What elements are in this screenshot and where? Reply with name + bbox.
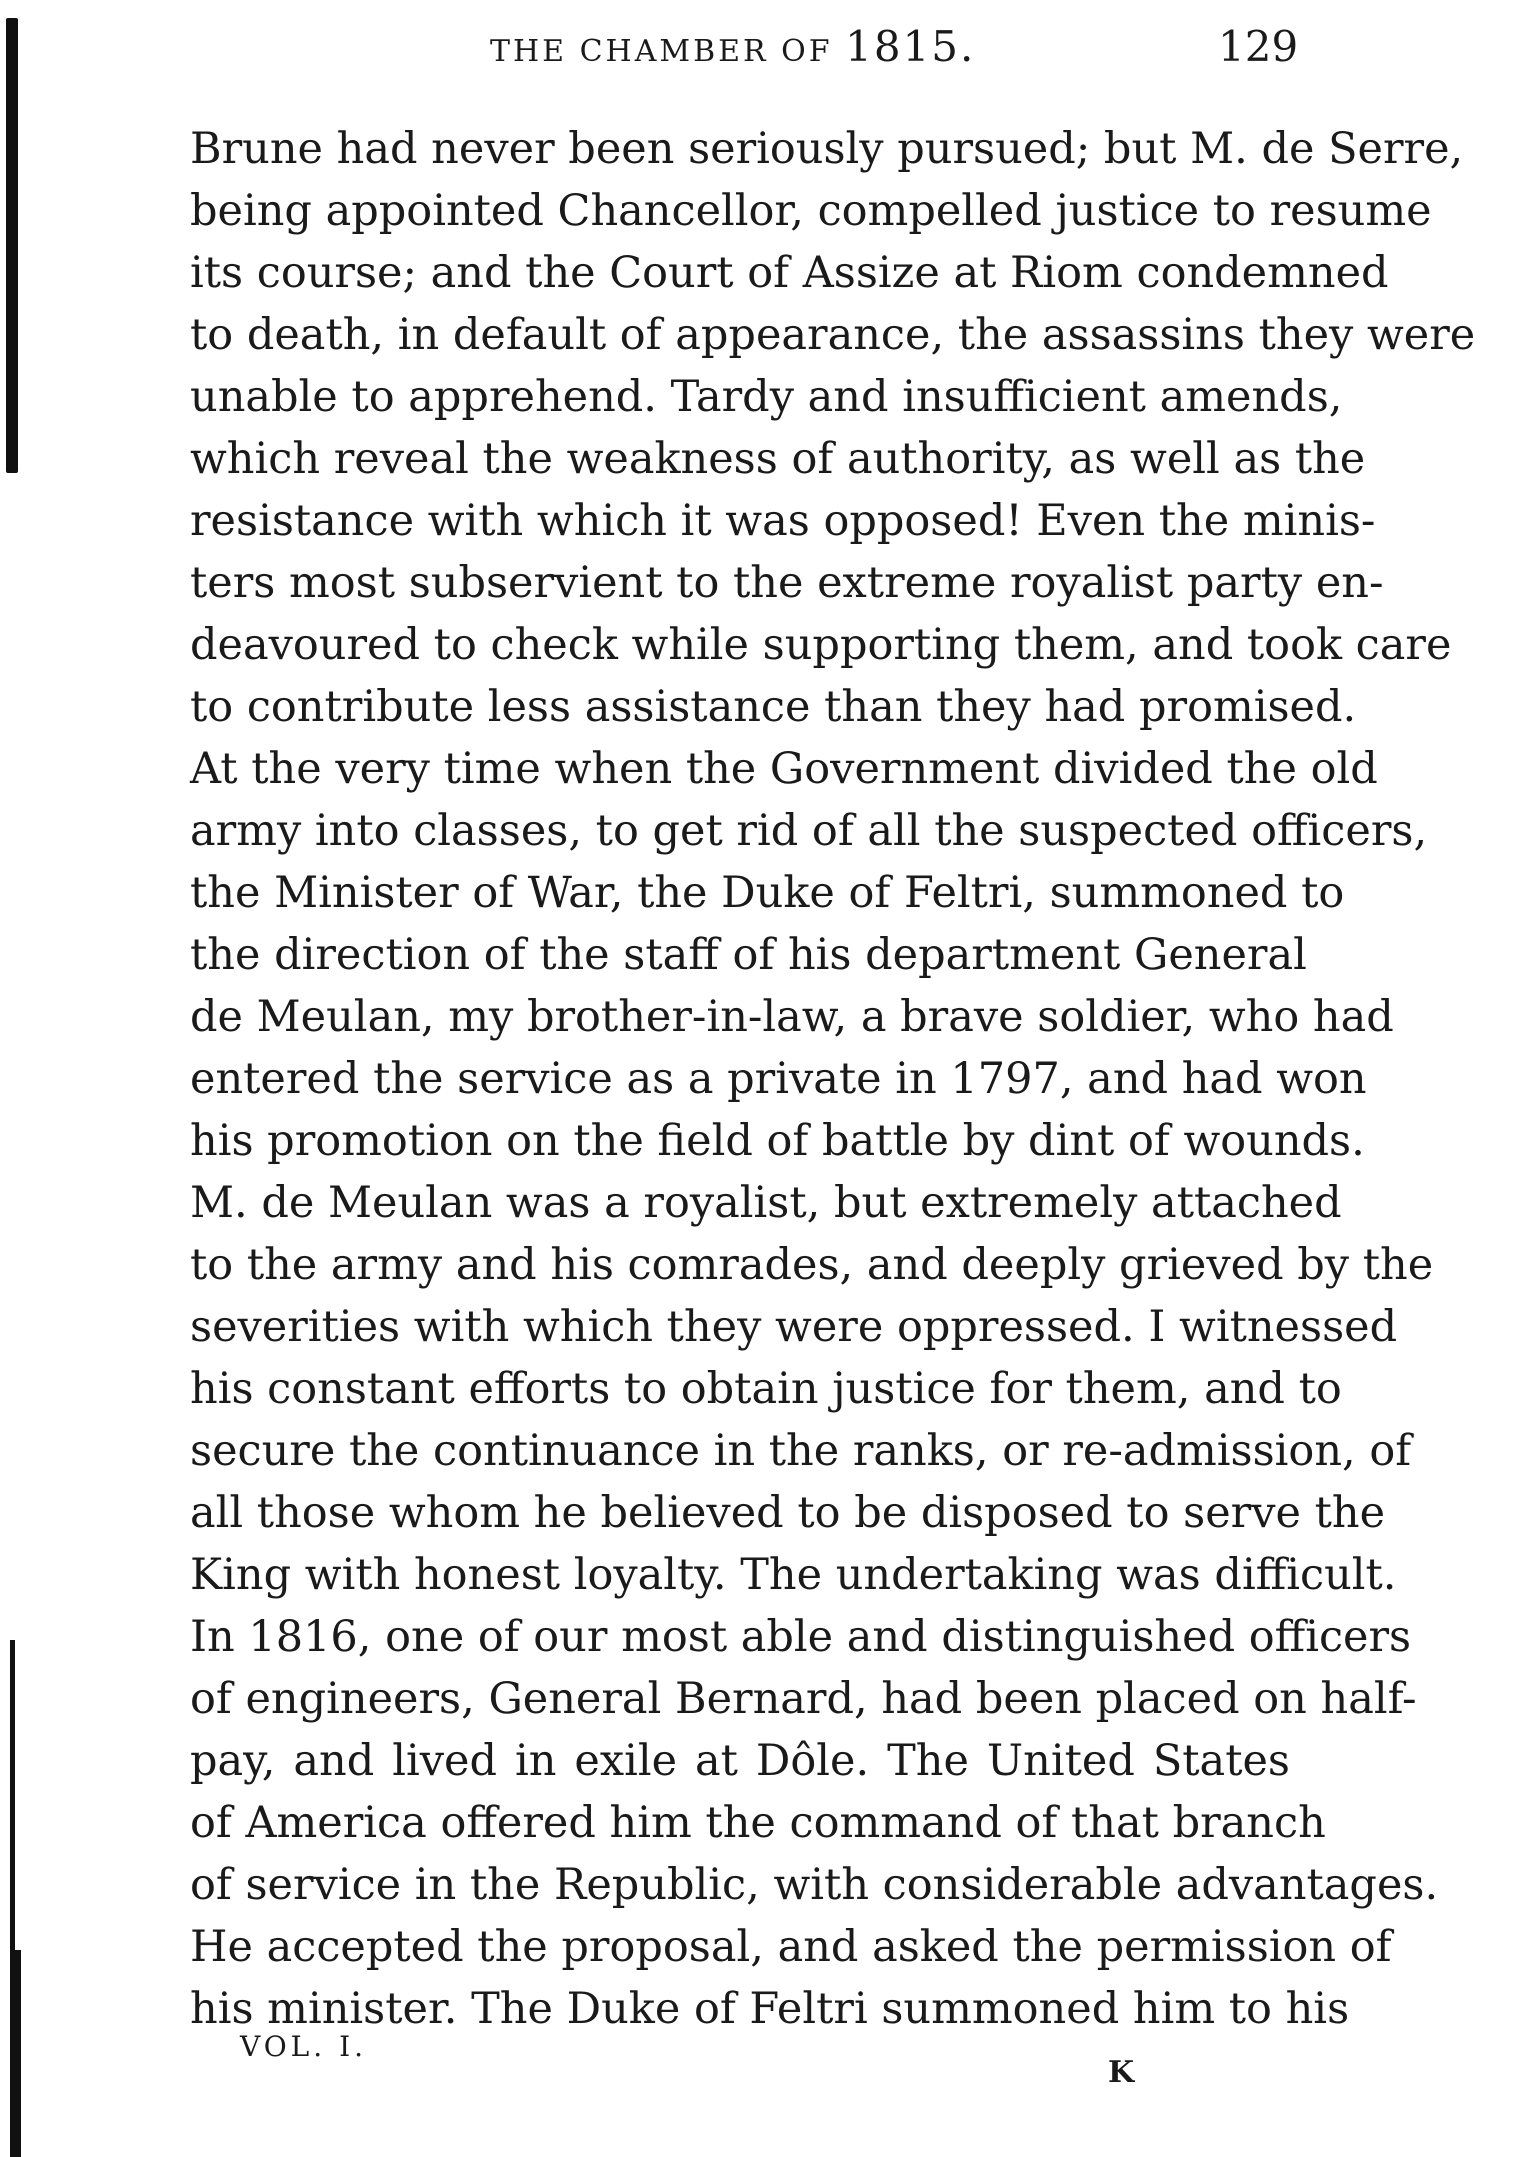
text-line: He accepted the proposal, and asked the permission of bbox=[190, 1922, 1392, 1972]
signature-mark: K bbox=[1108, 2055, 1135, 2090]
running-year: 1815. bbox=[845, 22, 976, 71]
text-line: all those whom he believed to be disposed to serve the bbox=[190, 1488, 1386, 1538]
text-line: of service in the Republic, with considerable advantages. bbox=[190, 1860, 1439, 1910]
text-line: deavoured to check while supporting them, and took care bbox=[190, 620, 1452, 670]
text-line: his minister. The Duke of Feltri summoned him to his bbox=[190, 1984, 1350, 2034]
text-line: of engineers, General Bernard, had been placed on half- bbox=[190, 1674, 1417, 1724]
text-line: Brune had never been seriously pursued; but M. de Serre, bbox=[190, 124, 1464, 174]
text-line: secure the continuance in the ranks, or re-admission, of bbox=[190, 1426, 1412, 1476]
text-line: unable to apprehend. Tardy and insufficient amends, bbox=[190, 372, 1343, 422]
text-line: his promotion on the field of battle by dint of wounds. bbox=[190, 1116, 1365, 1166]
text-line: M. de Meulan was a royalist, but extremely attached bbox=[190, 1178, 1342, 1228]
text-line: resistance with which it was opposed! Even the minis- bbox=[190, 496, 1376, 546]
page-edge-shadow-bottom-thick bbox=[12, 1950, 21, 2157]
text-line: to contribute less assistance than they had promised. bbox=[190, 682, 1357, 732]
text-line: In 1816, one of our most able and distinguished officers bbox=[190, 1612, 1412, 1662]
running-head bbox=[490, 22, 975, 71]
text-line: to death, in default of appearance, the assassins they were bbox=[190, 310, 1476, 360]
text-line: army into classes, to get rid of all the suspected officers, bbox=[190, 806, 1428, 856]
running-title: THE CHAMBER OF bbox=[490, 34, 833, 69]
text-line: to the army and his comrades, and deeply grieved by the bbox=[190, 1240, 1434, 1290]
volume-label: VOL. I. bbox=[240, 2030, 368, 2063]
text-line: its course; and the Court of Assize at Riom condemned bbox=[190, 248, 1389, 298]
body-text bbox=[190, 118, 1476, 2040]
page-number: 129 bbox=[1218, 22, 1299, 71]
text-line: the direction of the staff of his department General bbox=[190, 930, 1307, 980]
text-line: the Minister of War, the Duke of Feltri, summoned to bbox=[190, 868, 1345, 918]
text-line: de Meulan, my brother-in-law, a brave soldier, who had bbox=[190, 992, 1394, 1042]
text-line: of America offered him the command of that branch bbox=[190, 1798, 1326, 1848]
text-line: At the very time when the Government divided the old bbox=[190, 744, 1378, 794]
text-line: ters most subservient to the extreme royalist party en- bbox=[190, 558, 1384, 608]
text-line: severities with which they were oppressed. I witnessed bbox=[190, 1302, 1398, 1352]
text-line: being appointed Chancellor, compelled justice to resume bbox=[190, 186, 1432, 236]
text-line: which reveal the weakness of authority, as well as the bbox=[190, 434, 1366, 484]
text-line: entered the service as a private in 1797, and had won bbox=[190, 1054, 1367, 1104]
page-edge-shadow-top bbox=[6, 18, 18, 473]
text-line: his constant efforts to obtain justice for them, and to bbox=[190, 1364, 1342, 1414]
text-line: King with honest loyalty. The undertaking was difficult. bbox=[190, 1550, 1397, 1600]
text-line: pay, and lived in exile at Dôle. The United States bbox=[190, 1736, 1290, 1786]
